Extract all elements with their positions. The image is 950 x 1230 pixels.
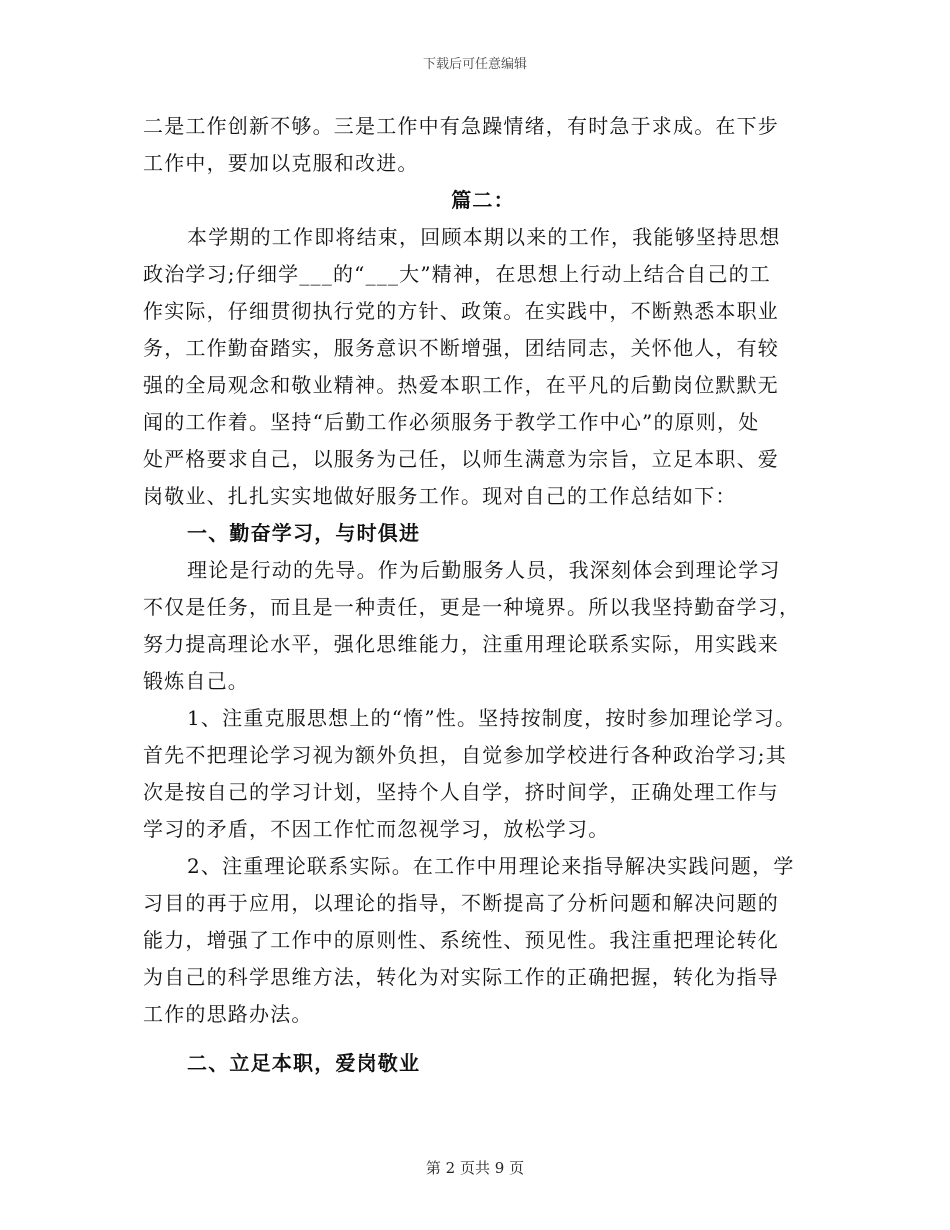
paragraph-line: 闻的工作着。坚持“后勤工作必须服务于教学工作中心”的原则，处 (143, 410, 760, 434)
paragraph-line: 处严格要求自己，以服务为己任，以师生满意为宗旨，立足本职、爱 (143, 447, 779, 471)
paragraph-line: 锻炼自己。 (143, 669, 249, 693)
paragraph-line: 二是工作创新不够。三是工作中有急躁情绪，有时急于求成。在下步 (143, 114, 779, 138)
paragraph-line: 次是按自己的学习计划，坚持个人自学，挤时间学，正确处理工作与 (143, 780, 779, 804)
paragraph-line: 习目的再于应用，以理论的指导，不断提高了分析问题和解决问题的 (143, 891, 779, 915)
paragraph-line: 学习的矛盾，不因工作忙而忽视学习，放松学习。 (143, 817, 610, 841)
paragraph-line: 务，工作勤奋踏实，服务意识不断增强，团结同志，关怀他人，有较 (143, 336, 779, 360)
paragraph-line: 理论是行动的先导。作为后勤服务人员，我深刻体会到理论学习 (187, 558, 781, 582)
paragraph-line: 工作的思路办法。 (143, 1002, 313, 1026)
paragraph-line: 岗敬业、扎扎实实地做好服务工作。现对自己的工作总结如下： (143, 484, 737, 508)
document-body (143, 108, 823, 1082)
paragraph-line: 首先不把理论学习视为额外负担，自觉参加学校进行各种政治学习;其 (143, 743, 787, 767)
paragraph-line: 工作中，要加以克服和改进。 (143, 151, 419, 175)
paragraph-line: 努力提高理论水平，强化思维能力，注重用理论联系实际，用实践来 (143, 632, 779, 656)
paragraph-line: 政治学习;仔细学___的“___大”精神，在思想上行动上结合自己的工 (143, 262, 771, 286)
paragraph-line: 1、注重克服思想上的“惰”性。坚持按制度，按时参加理论学习。 (187, 706, 797, 730)
heading-one: 一、勤奋学习，与时俱进 (187, 521, 421, 545)
paragraph-line: 2、注重理论联系实际。在工作中用理论来指导解决实践问题，学 (187, 854, 795, 878)
page-footer: 第 2 页共 9 页 (425, 1159, 525, 1177)
paragraph-line: 作实际，仔细贯彻执行党的方针、政策。在实践中，不断熟悉本职业 (143, 299, 779, 323)
paragraph-line: 强的全局观念和敬业精神。热爱本职工作，在平凡的后勤岗位默默无 (143, 373, 779, 397)
page-header: 下载后可任意编辑 (422, 57, 527, 72)
paragraph-line: 不仅是任务，而且是一种责任，更是一种境界。所以我坚持勤奋学习， (143, 595, 801, 619)
paragraph-line: 本学期的工作即将结束，回顾本期以来的工作，我能够坚持思想 (187, 225, 781, 249)
paragraph-line: 为自己的科学思维方法，转化为对实际工作的正确把握，转化为指导 (143, 965, 779, 989)
section-title: 篇二： (451, 188, 515, 212)
paragraph-line: 能力，增强了工作中的原则性、系统性、预见性。我注重把理论转化 (143, 928, 779, 952)
heading-two: 二、立足本职，爱岗敬业 (187, 1051, 421, 1075)
